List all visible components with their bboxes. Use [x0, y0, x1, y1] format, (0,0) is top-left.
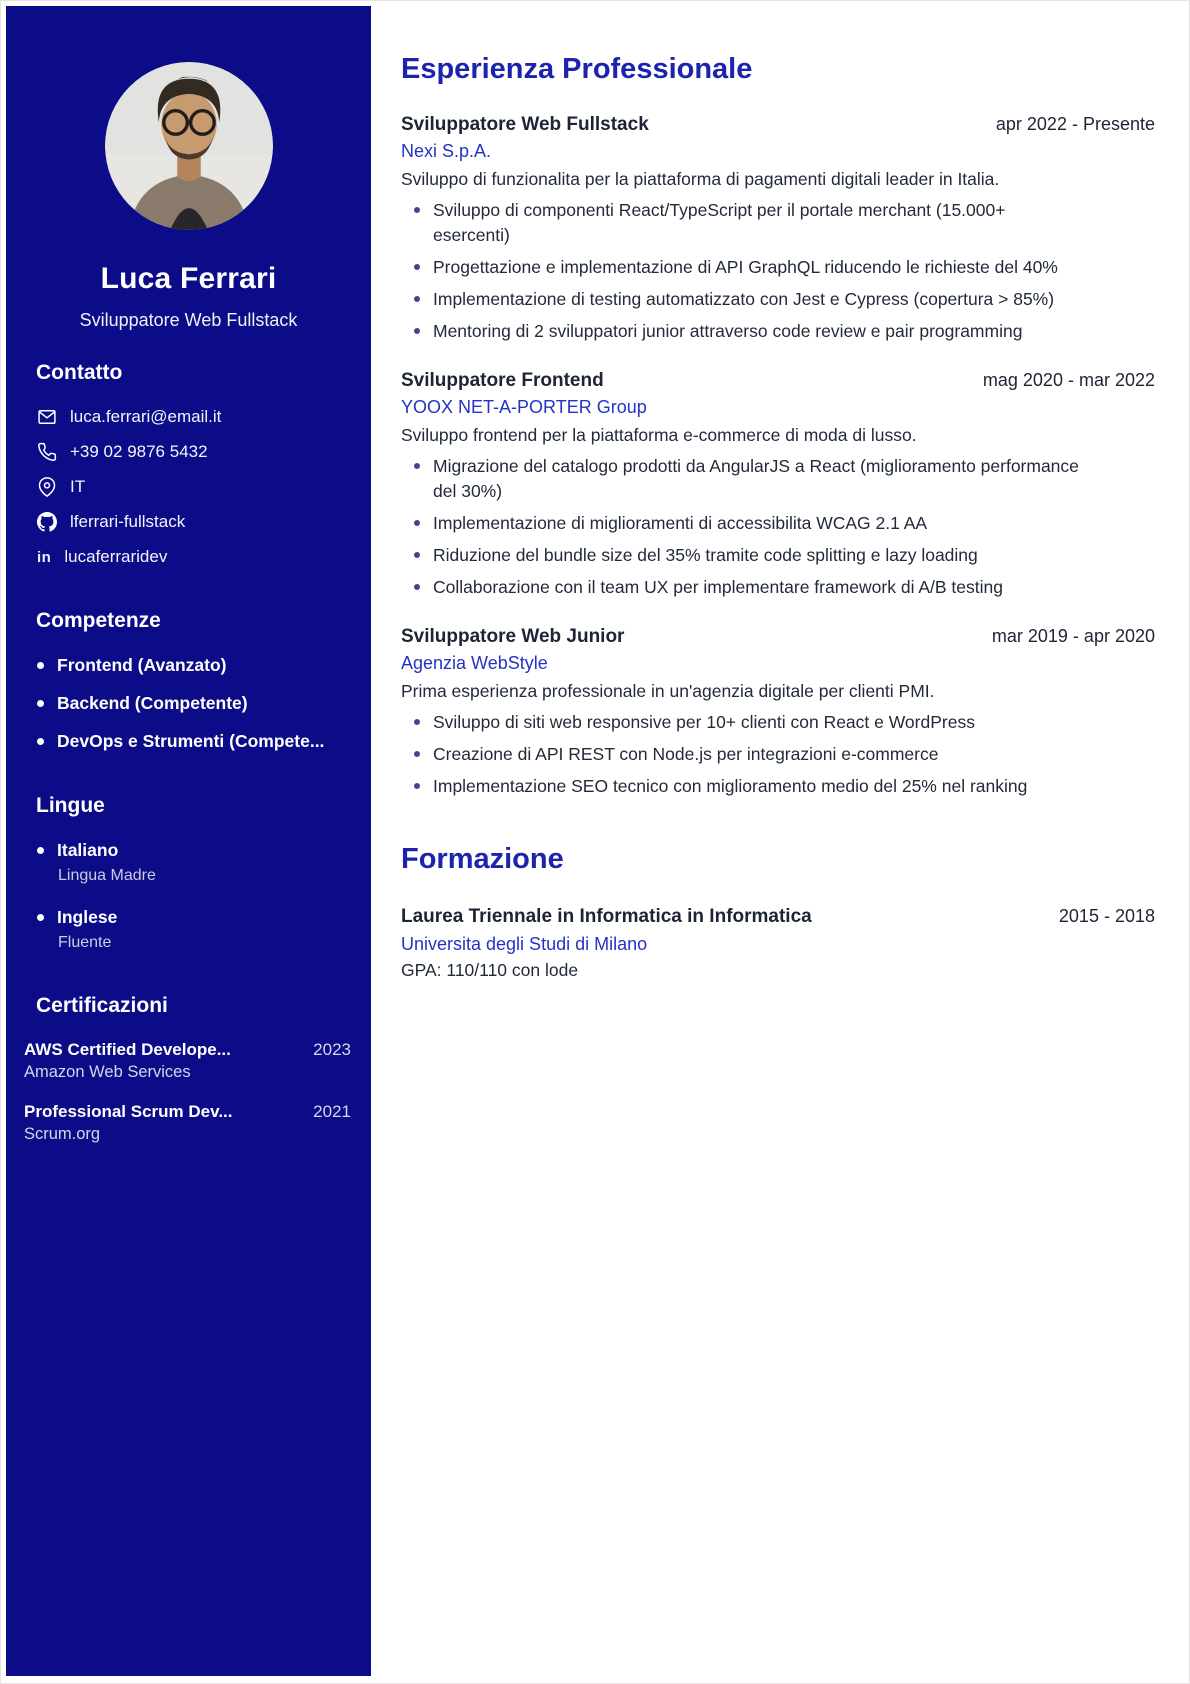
certification-year: 2023: [313, 1040, 351, 1059]
job-title: Sviluppatore Frontend: [401, 370, 604, 391]
email-icon: [37, 407, 57, 427]
bullet-icon: [37, 662, 44, 669]
bullet-icon: [37, 914, 44, 921]
language-name: Inglese: [57, 907, 118, 927]
main-content: [371, 1, 1189, 1683]
certification-name: Professional Scrum Dev...: [24, 1102, 233, 1121]
sidebar: [6, 6, 371, 1676]
profile-photo: [105, 62, 273, 230]
job-entry: [401, 626, 1155, 799]
job-entry: [401, 370, 1155, 600]
contact-location-text: IT: [70, 477, 86, 496]
job-bullet: Implementazione di testing automatizzato con Jest e Cypress (copertura > 85%): [401, 287, 1081, 312]
contact-email: [6, 407, 371, 427]
bullet-icon: [37, 847, 44, 854]
job-dates: apr 2022 - Presente: [995, 114, 1155, 134]
job-bullet: Riduzione del bundle size del 35% tramite code splitting e lazy loading: [401, 543, 1081, 568]
job-bullet: Sviluppo di siti web responsive per 10+ clienti con React e WordPress: [401, 710, 1081, 735]
candidate-name: Luca Ferrari: [100, 262, 277, 295]
bullet-icon: [414, 751, 420, 757]
bullet-icon: [414, 296, 420, 302]
language-level: Fluente: [58, 934, 112, 951]
github-icon: [37, 512, 57, 532]
skill-label: DevOps e Strumenti (Compete...: [57, 731, 325, 751]
education-heading: Formazione: [401, 843, 564, 875]
job-bullet: Implementazione SEO tecnico con miglioramento medio del 25% nel ranking: [401, 774, 1081, 799]
skills-heading: Competenze: [36, 609, 161, 632]
education-dates: 2015 - 2018: [1058, 906, 1155, 926]
bullet-icon: [414, 207, 420, 213]
location-icon: [37, 477, 57, 497]
job-company: YOOX NET-A-PORTER Group: [401, 397, 647, 417]
certification-item: [6, 1040, 371, 1082]
job-bullet: Collaborazione con il team UX per implementare framework di A/B testing: [401, 575, 1081, 600]
skill-item: [6, 655, 371, 676]
contact-location: [6, 477, 371, 497]
contact-email-text: luca.ferrari@email.it: [70, 407, 222, 426]
bullet-icon: [414, 328, 420, 334]
job-dates: mag 2020 - mar 2022: [982, 370, 1155, 390]
skill-item: [6, 693, 371, 714]
job-bullet: Progettazione e implementazione di API GraphQL riducendo le richieste del 40%: [401, 255, 1081, 280]
languages-heading: Lingue: [36, 794, 105, 817]
certification-issuer: Scrum.org: [24, 1125, 101, 1143]
bullet-icon: [37, 738, 44, 745]
contact-linkedin-text: lucaferraridev: [64, 547, 168, 566]
contact-github-text: lferrari-fullstack: [70, 512, 186, 531]
job-dates: mar 2019 - apr 2020: [991, 626, 1155, 646]
certifications-heading: Certificazioni: [36, 994, 168, 1017]
language-name: Italiano: [57, 840, 119, 860]
job-entry: [401, 114, 1155, 344]
bullet-icon: [414, 584, 420, 590]
bullet-icon: [37, 700, 44, 707]
bullet-icon: [414, 264, 420, 270]
school-name: Universita degli Studi di Milano: [401, 934, 648, 954]
job-title: Sviluppatore Web Fullstack: [401, 114, 649, 135]
contact-github: [6, 512, 371, 532]
language-item: [6, 907, 371, 952]
phone-icon: [37, 442, 57, 462]
contact-heading: Contatto: [36, 361, 123, 384]
education-entry: [401, 906, 1155, 981]
language-item: [6, 840, 371, 885]
certification-issuer: Amazon Web Services: [24, 1063, 191, 1081]
degree-title: Laurea Triennale in Informatica in Informatica: [401, 906, 812, 927]
job-title: Sviluppatore Web Junior: [401, 626, 625, 647]
certification-year: 2021: [313, 1102, 351, 1121]
job-company: Nexi S.p.A.: [401, 141, 492, 161]
job-summary: Sviluppo di funzionalita per la piattaforma di pagamenti digitali leader in Italia.: [401, 169, 1000, 189]
job-company: Agenzia WebStyle: [401, 653, 548, 673]
experience-heading: Esperienza Professionale: [401, 53, 753, 85]
skill-label: Backend (Competente): [57, 693, 248, 713]
bullet-icon: [414, 719, 420, 725]
bullet-icon: [414, 552, 420, 558]
avatar: [105, 62, 273, 230]
job-bullet: Sviluppo di componenti React/TypeScript per il portale merchant (15.000+ esercenti): [401, 198, 1081, 248]
bullet-icon: [414, 783, 420, 789]
gpa-text: GPA: 110/110 con lode: [401, 960, 579, 980]
job-bullet: Implementazione di miglioramenti di accessibilita WCAG 2.1 AA: [401, 511, 1081, 536]
job-summary: Sviluppo frontend per la piattaforma e-commerce di moda di lusso.: [401, 425, 917, 445]
job-summary: Prima esperienza professionale in un'agenzia digitale per clienti PMI.: [401, 681, 935, 701]
certification-name: AWS Certified Develope...: [24, 1040, 231, 1059]
contact-linkedin: [6, 547, 371, 567]
candidate-title: Sviluppatore Web Fullstack: [79, 310, 298, 330]
contact-phone: [6, 442, 371, 462]
contact-phone-text: +39 02 9876 5432: [70, 442, 208, 461]
skill-item: [6, 731, 371, 752]
bullet-icon: [414, 520, 420, 526]
certification-item: [6, 1102, 371, 1144]
job-bullet: Migrazione del catalogo prodotti da AngularJS a React (miglioramento performance del 30%): [401, 454, 1081, 504]
job-bullet: Mentoring di 2 sviluppatori junior attraverso code review e pair programming: [401, 319, 1081, 344]
linkedin-icon: in: [37, 548, 52, 566]
language-level: Lingua Madre: [58, 867, 156, 884]
bullet-icon: [414, 463, 420, 469]
job-bullet: Creazione di API REST con Node.js per integrazioni e-commerce: [401, 742, 1081, 767]
skill-label: Frontend (Avanzato): [57, 655, 227, 675]
